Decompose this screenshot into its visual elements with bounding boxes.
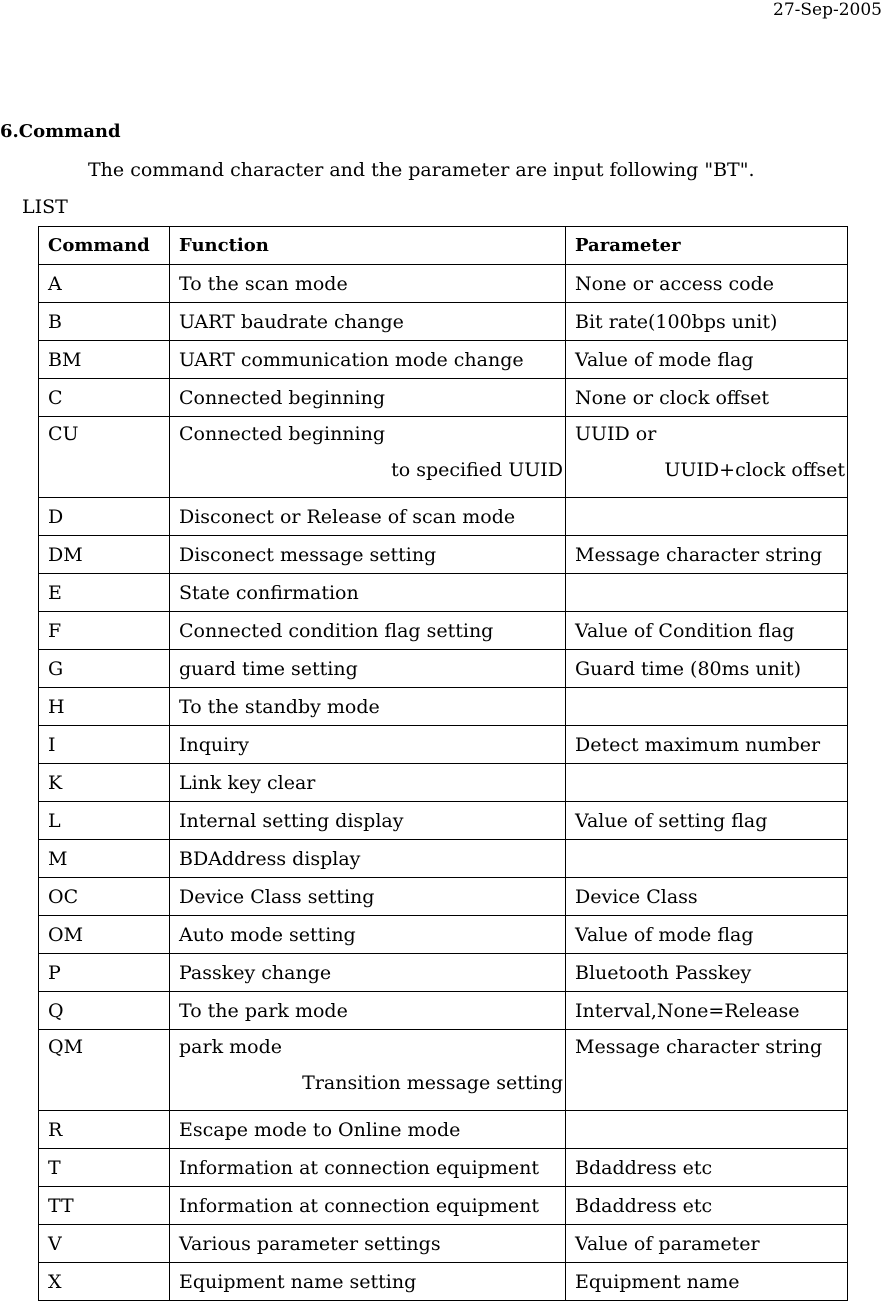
table-row [39, 341, 848, 379]
function-cell [170, 954, 566, 992]
table-row [39, 1149, 848, 1187]
parameter-cell [566, 1225, 848, 1263]
header-command: Command [39, 227, 170, 265]
function-text: Connected condition flag setting [179, 619, 494, 642]
parameter-cell [566, 1187, 848, 1225]
function-text: Various parameter settings [179, 1232, 441, 1255]
command-cell: F [39, 612, 170, 650]
command-cell: TT [39, 1187, 170, 1225]
function-cell [170, 303, 566, 341]
table-row [39, 726, 848, 764]
function-cell [170, 265, 566, 303]
function-cell [170, 536, 566, 574]
parameter-cell [566, 878, 848, 916]
function-text: Equipment name setting [179, 1270, 417, 1293]
table-row [39, 992, 848, 1030]
parameter-text: Value of setting flag [575, 809, 768, 832]
parameter-text: Value of mode flag [575, 348, 754, 371]
parameter-text: Interval,None=Release [575, 999, 800, 1022]
function-text: To the scan mode [179, 272, 348, 295]
function-cell [170, 726, 566, 764]
parameter-text: Bdaddress etc [575, 1194, 713, 1217]
function-text: Auto mode setting [179, 923, 356, 946]
table-body [39, 265, 848, 1301]
command-cell: G [39, 650, 170, 688]
parameter-text: Bit rate(100bps unit) [575, 310, 778, 333]
command-cell: OM [39, 916, 170, 954]
function-text: Device Class setting [179, 885, 375, 908]
function-cell [170, 1111, 566, 1149]
function-text: Link key clear [179, 771, 316, 794]
function-cell [170, 1263, 566, 1301]
function-text: Information at connection equipment [179, 1156, 539, 1179]
function-cell [170, 916, 566, 954]
command-cell: CU [39, 417, 170, 498]
function-cell [170, 992, 566, 1030]
parameter-text: Message character string [575, 1036, 823, 1058]
table-row [39, 1030, 848, 1111]
parameter-text: Bluetooth Passkey [575, 961, 752, 984]
parameter-cell [566, 916, 848, 954]
function-text: Inquiry [179, 733, 250, 756]
command-cell: I [39, 726, 170, 764]
table-row [39, 303, 848, 341]
function-text: Connected beginning [179, 386, 386, 409]
table-row [39, 764, 848, 802]
command-cell: T [39, 1149, 170, 1187]
parameter-cell [566, 802, 848, 840]
table-row [39, 498, 848, 536]
command-cell: BM [39, 341, 170, 379]
function-cell [170, 498, 566, 536]
parameter-cell [566, 612, 848, 650]
parameter-text: None or access code [575, 272, 775, 295]
function-text: park mode [179, 1036, 282, 1058]
table-row [39, 1263, 848, 1301]
command-cell: DM [39, 536, 170, 574]
table-row [39, 417, 848, 498]
parameter-cell [566, 726, 848, 764]
function-text: UART baudrate change [179, 310, 404, 333]
function-text: State confirmation [179, 581, 359, 604]
function-cell [170, 612, 566, 650]
command-cell: B [39, 303, 170, 341]
function-cell [170, 379, 566, 417]
function-text: Information at connection equipment [179, 1194, 539, 1217]
function-text: Disconect or Release of scan mode [179, 505, 516, 528]
function-cell [170, 574, 566, 612]
command-cell: A [39, 265, 170, 303]
table-row [39, 574, 848, 612]
command-cell: M [39, 840, 170, 878]
parameter-cell [566, 265, 848, 303]
parameter-cell [566, 574, 848, 612]
command-cell: P [39, 954, 170, 992]
parameter-text: Guard time (80ms unit) [575, 657, 802, 680]
parameter-text: Value of Condition flag [575, 619, 795, 642]
parameter-cell [566, 954, 848, 992]
function-cell [170, 1149, 566, 1187]
function-cell [170, 341, 566, 379]
command-cell: C [39, 379, 170, 417]
table-row [39, 612, 848, 650]
function-text: UART communication mode change [179, 348, 524, 371]
command-cell: OC [39, 878, 170, 916]
parameter-text: Detect maximum number [575, 733, 821, 756]
parameter-cell [566, 379, 848, 417]
command-cell: E [39, 574, 170, 612]
function-cell [170, 764, 566, 802]
table-row [39, 688, 848, 726]
parameter-text: Value of mode flag [575, 923, 754, 946]
parameter-text: None or clock offset [575, 386, 770, 409]
table-row [39, 1187, 848, 1225]
function-cell [170, 1030, 566, 1111]
function-text: Passkey change [179, 961, 332, 984]
parameter-cell [566, 303, 848, 341]
parameter-cell [566, 650, 848, 688]
parameter-cell [566, 417, 848, 498]
parameter-cell [566, 341, 848, 379]
parameter-cell [566, 536, 848, 574]
function-text: Connected beginning [179, 423, 386, 445]
command-cell: QM [39, 1030, 170, 1111]
table-row [39, 1111, 848, 1149]
function-text: Escape mode to Online mode [179, 1118, 461, 1141]
function-cell [170, 688, 566, 726]
function-text-line2: Transition message setting [302, 1072, 563, 1094]
command-cell: H [39, 688, 170, 726]
function-cell [170, 417, 566, 498]
function-cell [170, 802, 566, 840]
parameter-text: Value of parameter [575, 1232, 760, 1255]
function-cell [170, 878, 566, 916]
function-cell [170, 1225, 566, 1263]
parameter-text: Bdaddress etc [575, 1156, 713, 1179]
parameter-text: Equipment name [575, 1270, 740, 1293]
table-row [39, 954, 848, 992]
parameter-text: Message character string [575, 543, 823, 566]
parameter-text: UUID or [575, 423, 657, 445]
command-table [38, 226, 848, 1301]
function-cell [170, 840, 566, 878]
section-title: 6.Command [0, 121, 121, 142]
header-parameter: Parameter [566, 227, 848, 265]
function-text: To the standby mode [179, 695, 380, 718]
command-cell: V [39, 1225, 170, 1263]
function-text: BDAddress display [179, 847, 361, 870]
function-cell [170, 1187, 566, 1225]
function-text: To the park mode [179, 999, 348, 1022]
function-text: Disconect message setting [179, 543, 437, 566]
table-row [39, 379, 848, 417]
table-row [39, 650, 848, 688]
function-text-line2: to specified UUID [391, 459, 563, 481]
command-cell: Q [39, 992, 170, 1030]
table-row [39, 802, 848, 840]
parameter-cell [566, 688, 848, 726]
table-row [39, 265, 848, 303]
parameter-cell [566, 764, 848, 802]
list-label: LIST [22, 196, 68, 218]
function-text: Internal setting display [179, 809, 404, 832]
table-row [39, 536, 848, 574]
parameter-cell [566, 992, 848, 1030]
parameter-text: Device Class [575, 885, 698, 908]
function-text: guard time setting [179, 657, 358, 680]
parameter-cell [566, 1149, 848, 1187]
command-cell: R [39, 1111, 170, 1149]
parameter-cell [566, 1263, 848, 1301]
command-cell: K [39, 764, 170, 802]
document-date: 27-Sep-2005 [773, 0, 882, 20]
command-cell: L [39, 802, 170, 840]
parameter-cell [566, 498, 848, 536]
function-cell [170, 650, 566, 688]
parameter-cell [566, 1030, 848, 1111]
command-cell: D [39, 498, 170, 536]
intro-text: The command character and the parameter are input following "BT". [88, 159, 755, 181]
table-header-row [39, 227, 848, 265]
header-function: Function [170, 227, 566, 265]
command-cell: X [39, 1263, 170, 1301]
table-row [39, 840, 848, 878]
parameter-cell [566, 840, 848, 878]
table-row [39, 1225, 848, 1263]
table-row [39, 878, 848, 916]
parameter-text-line2: UUID+clock offset [664, 459, 845, 481]
table-row [39, 916, 848, 954]
parameter-cell [566, 1111, 848, 1149]
